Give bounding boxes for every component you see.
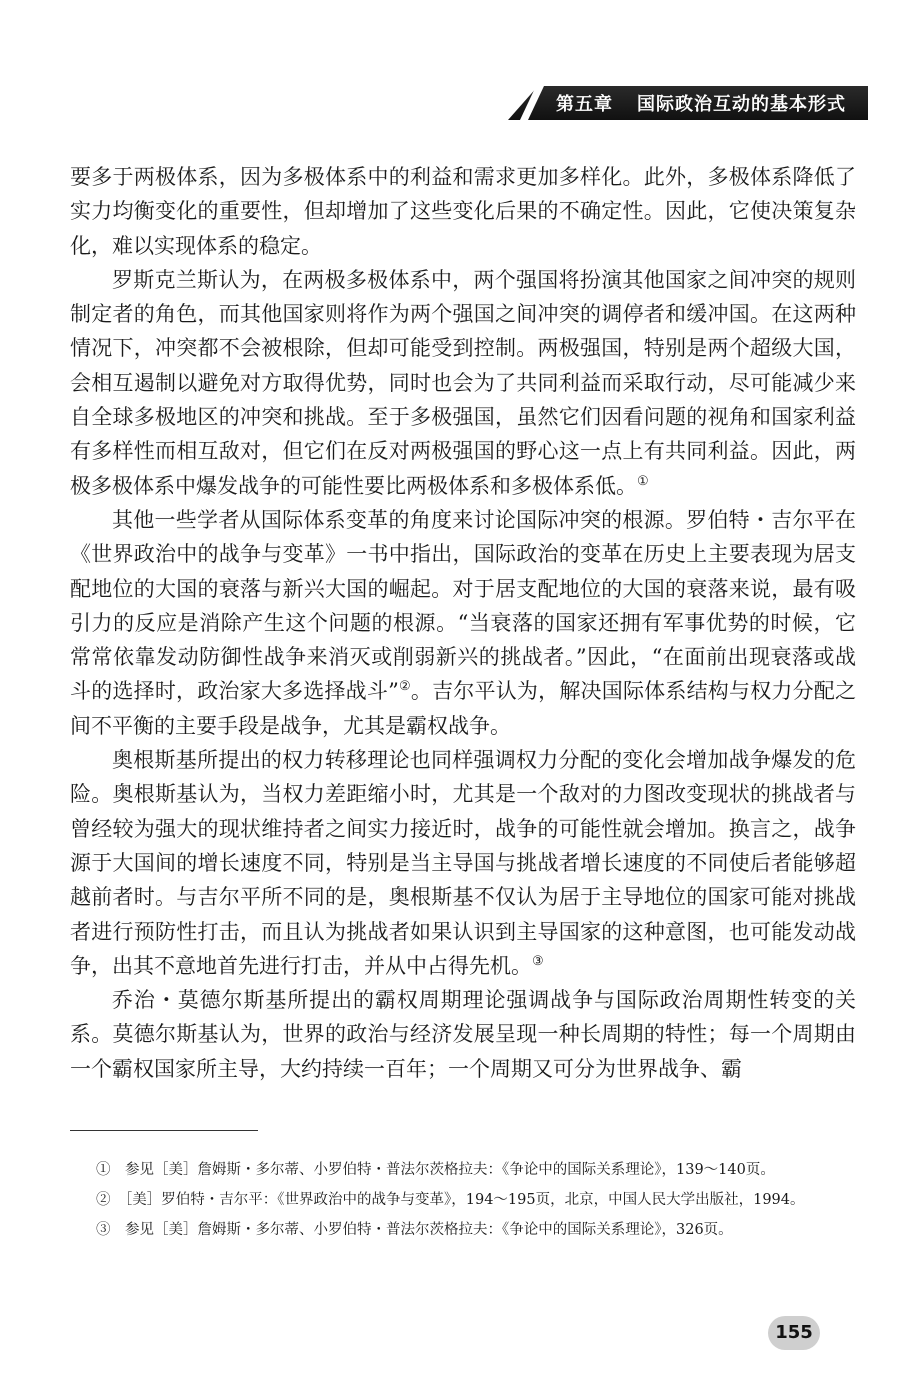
footnote-2: ② ［美］罗伯特・吉尔平：《世界政治中的战争与变革》，194～195页，北京，中国人民大学出版社，1994。 xyxy=(96,1192,805,1208)
footnote-divider xyxy=(70,1130,258,1131)
paragraph-text: 要多于两极体系，因为多极体系中的利益和需求更加多样化。此外，多极体系降低了实力均衡变化的重要性，但却增加了这些变化后果的不确定性。因此，它使决策复杂化，难以实现体系的稳定。 xyxy=(70,165,856,258)
chapter-number: 第五章 xyxy=(556,94,613,115)
chapter-header xyxy=(508,86,868,120)
footnotes xyxy=(70,1158,856,1248)
paragraph-text: 奥根斯基所提出的权力转移理论也同样强调权力分配的变化会增加战争爆发的危险。奥根斯基认为，当权力差距缩小时，尤其是一个敌对的力图改变现状的挑战者与曾经较为强大的现状维持者之间实力接近时，战争的可能性就会增加。换言之，战争源于大国间的增长速度不同，特别是当主导国与挑战者增长速度的不同使后者能够超越前者时。与吉尔平所不同的是，奥根斯基不仅认为居于主导地位的国家可能对挑战者进行预防性打击，而且认为挑战者如果认识到主导国家的这种意图，也可能发动战争，出其不意地首先进行打击，并从中占得先机。 xyxy=(70,748,856,978)
paragraph-5 xyxy=(70,983,856,1086)
paragraph-4 xyxy=(70,743,856,983)
paragraph-text: 罗斯克兰斯认为，在两极多极体系中，两个强国将扮演其他国家之间冲突的规则制定者的角色，而其他国家则将作为两个强国之间冲突的调停者和缓冲国。在这两种情况下，冲突都不会被根除，但却可能受到控制。两极强国，特别是两个超级大国，会相互遏制以避免对方取得优势，同时也会为了共同利益而采取行动，尽可能减少来自全球多极地区的冲突和挑战。至于多极强国，虽然它们因看问题的视角和国家利益有多样性而相互敌对，但它们在反对两极强国的野心这一点上有共同利益。因此，两极多极体系中爆发战争的可能性要比两极体系和多极体系低。 xyxy=(70,267,856,498)
footnote-marker[interactable]: ① xyxy=(637,473,649,489)
footnote-marker[interactable]: ② xyxy=(398,679,411,695)
paragraph-1 xyxy=(70,160,856,263)
paragraph-text: 其他一些学者从国际体系变革的角度来讨论国际冲突的根源。罗伯特・吉尔平在《世界政治中的战争与变革》一书中指出，国际政治的变革在历史上主要表现为居支配地位的大国的衰落与新兴大国的崛起。对于居支配地位的大国的衰落来说，最有吸引力的反应是消除产生这个问题的根源。“当衰落的国家还拥有军事优势的时候，它常常依靠发动防御性战争来消灭或削弱新兴的挑战者。”因此，“在面前出现衰落或战斗的选择时，政治家大多选择战斗” xyxy=(70,507,856,704)
paragraph-text: 乔治・莫德尔斯基所提出的霸权周期理论强调战争与国际政治周期性转变的关系。莫德尔斯基认为，世界的政治与经济发展呈现一种长周期的特性；每一个周期由一个霸权国家所主导，大约持续一百年；一个周期又可分为世界战争、霸 xyxy=(70,988,856,1081)
page-number: 155 xyxy=(768,1316,820,1350)
paragraph-3 xyxy=(70,503,856,743)
footnote-marker[interactable]: ③ xyxy=(532,953,544,969)
header-text xyxy=(556,90,846,116)
paragraph-2 xyxy=(70,263,856,503)
body-text xyxy=(70,160,856,1086)
paragraph-text: 。吉尔平认为，解决国际体系结构与权力分配之间不平衡的主要手段是战争，尤其是霸权战争。 xyxy=(70,679,857,738)
footnote-3: ③ 参见［美］詹姆斯・多尔蒂、小罗伯特・普法尔茨格拉夫：《争论中的国际关系理论》，326页。 xyxy=(96,1222,733,1238)
footnote-1: ① 参见［美］詹姆斯・多尔蒂、小罗伯特・普法尔茨格拉夫：《争论中的国际关系理论》，139～140页。 xyxy=(96,1162,775,1178)
chapter-title: 国际政治互动的基本形式 xyxy=(637,94,846,115)
